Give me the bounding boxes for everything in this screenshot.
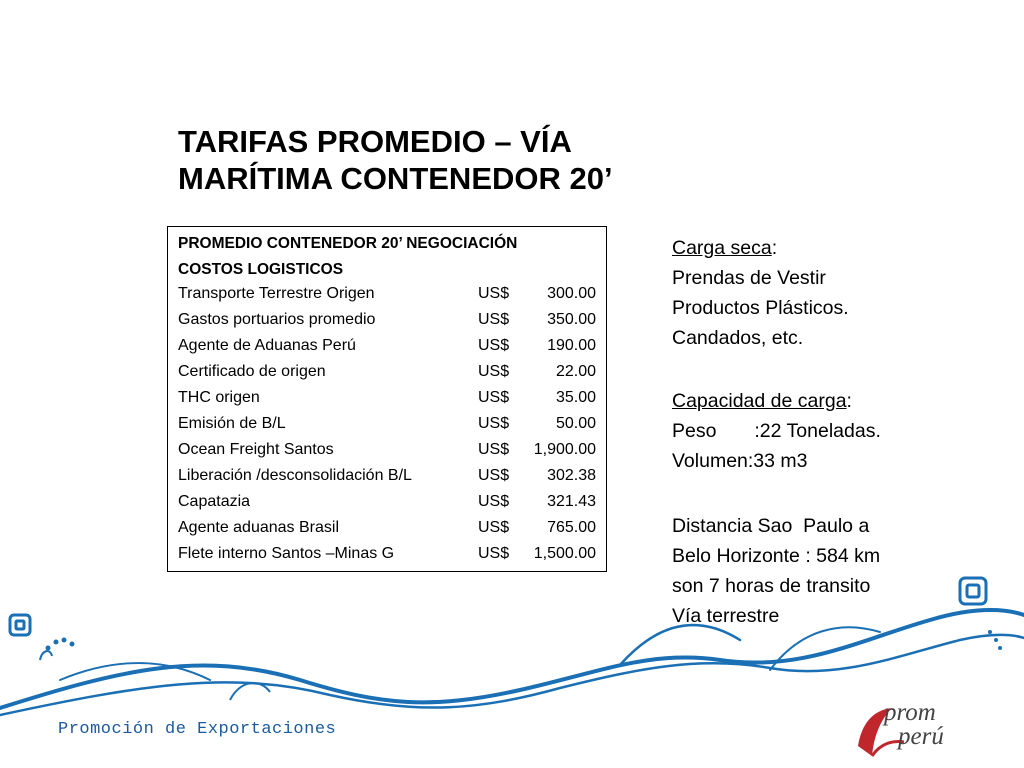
spiral-right-icon: [960, 578, 986, 604]
cost-row-currency: US$: [478, 493, 510, 510]
distance-line: Distancia Sao Paulo a: [672, 515, 870, 537]
logo-text-prom: prom: [884, 699, 936, 726]
cost-row-amount: 1,900.00: [533, 441, 596, 458]
cost-row: [178, 337, 596, 361]
cost-row-currency: US$: [478, 519, 510, 536]
cost-row-amount: 765.00: [547, 519, 596, 536]
cost-row-label: Ocean Freight Santos: [178, 441, 334, 458]
table-header-negotiation: PROMEDIO CONTENEDOR 20’ NEGOCIACIÓN: [178, 235, 518, 252]
capacity-volumen: Volumen:33 m3: [672, 450, 808, 472]
cost-row: [178, 311, 596, 335]
cost-row-currency: US$: [478, 415, 510, 432]
cost-row-amount: 350.00: [547, 311, 596, 328]
cost-row-label: Liberación /desconsolidación B/L: [178, 467, 412, 484]
distance-line: son 7 horas de transito: [672, 575, 871, 597]
cost-row-label: Agente aduanas Brasil: [178, 519, 339, 536]
cost-row-label: Transporte Terrestre Origen: [178, 285, 375, 302]
slide-title-line1: TARIFAS PROMEDIO – VÍA: [178, 124, 572, 159]
logistics-cost-table: [167, 226, 607, 572]
cost-row: [178, 363, 596, 387]
cost-row-currency: US$: [478, 467, 510, 484]
slide-title-line2: MARÍTIMA CONTENEDOR 20’: [178, 161, 613, 196]
cargo-item: Productos Plásticos.: [672, 297, 849, 319]
cost-row-currency: US$: [478, 337, 510, 354]
cost-row-label: Agente de Aduanas Perú: [178, 337, 356, 354]
cost-row-amount: 50.00: [555, 415, 596, 432]
spiral-left-icon: [10, 615, 30, 635]
cost-row-currency: US$: [478, 363, 510, 380]
cost-row-label: Capatazia: [178, 493, 251, 510]
cost-row-currency: US$: [478, 441, 510, 458]
cost-row-label: THC origen: [178, 389, 260, 406]
cost-row: [178, 441, 596, 465]
cost-row-label: Emisión de B/L: [178, 415, 286, 432]
cargo-heading-label: Carga seca: [672, 237, 772, 259]
footer-label: Promoción de Exportaciones: [58, 720, 337, 739]
cost-row-amount: 22.00: [555, 363, 596, 380]
cost-row-currency: US$: [478, 311, 510, 328]
capacity-section: [672, 386, 1012, 476]
capacity-heading-label: Capacidad de carga: [672, 390, 847, 412]
cost-row-currency: US$: [478, 545, 510, 562]
cargo-item: Prendas de Vestir: [672, 267, 826, 289]
cargo-section: [672, 233, 1012, 353]
cost-row-amount: 1,500.00: [533, 545, 596, 562]
distance-line: Belo Horizonte : 584 km: [672, 545, 881, 567]
cost-row-amount: 300.00: [547, 285, 596, 302]
cost-row-label: Flete interno Santos –Minas G: [178, 545, 395, 562]
cost-row: [178, 285, 596, 309]
distance-line: Vía terrestre: [672, 605, 780, 627]
cost-row-amount: 35.00: [555, 389, 596, 406]
cost-row-amount: 190.00: [547, 337, 596, 354]
table-header-costs: COSTOS LOGISTICOS: [178, 261, 344, 278]
capacity-peso: Peso :22 Toneladas.: [672, 420, 881, 442]
cost-row-amount: 302.38: [547, 467, 596, 484]
cost-row-amount: 321.43: [547, 493, 596, 510]
decorative-wave: [0, 560, 1024, 720]
cost-row-currency: US$: [478, 285, 510, 302]
cost-row: [178, 467, 596, 491]
cost-row-currency: US$: [478, 389, 510, 406]
capacity-heading: Capacidad de carga:: [672, 390, 852, 412]
cost-row-label: Gastos portuarios promedio: [178, 311, 376, 328]
logo-text-peru: perú: [898, 723, 944, 750]
cargo-item: Candados, etc.: [672, 327, 804, 349]
cost-row: [178, 493, 596, 517]
cargo-heading: Carga seca:: [672, 237, 778, 259]
cost-row: [178, 415, 596, 439]
cost-row: [178, 519, 596, 543]
cost-row-label: Certificado de origen: [178, 363, 326, 380]
cost-row: [178, 389, 596, 413]
slide-title: [178, 123, 778, 197]
